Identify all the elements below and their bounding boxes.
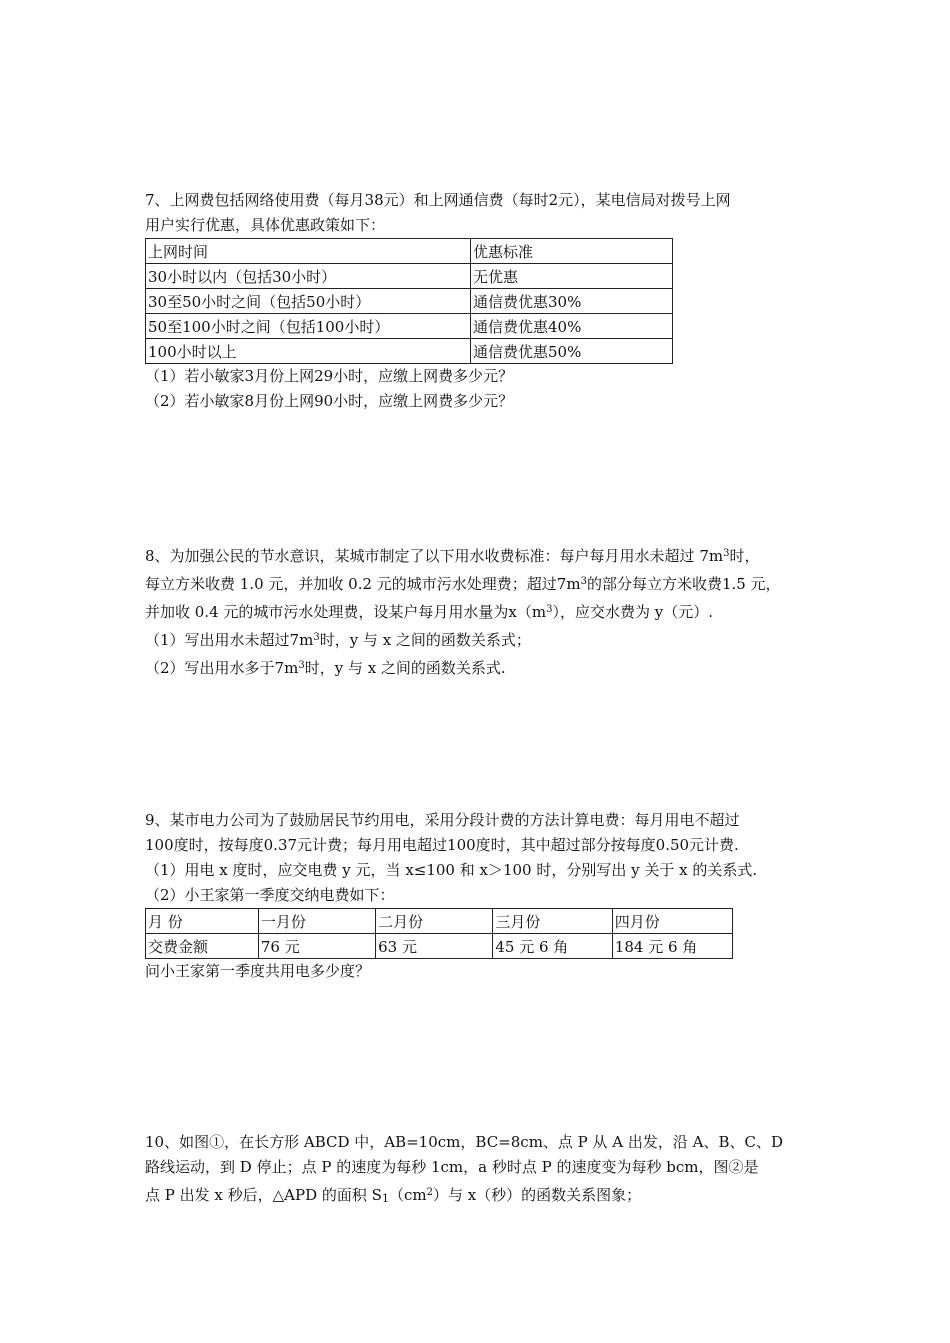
table-header-row	[146, 239, 673, 264]
table-row	[146, 314, 673, 339]
header-cell: 三月份	[493, 909, 612, 934]
text: 时，	[729, 547, 760, 565]
table-cell: 63 元	[376, 934, 493, 959]
table-cell: 76 元	[258, 934, 375, 959]
text: （1）写出用水未超过7m	[145, 631, 314, 649]
table-cell: 无优惠	[471, 264, 673, 289]
text: （2）写出用水多于7m	[145, 659, 299, 677]
table-row	[146, 339, 673, 364]
superscript: 3	[580, 576, 587, 587]
text: ）与 x（秒）的函数关系图象；	[432, 1186, 642, 1204]
superscript: 3	[723, 548, 730, 559]
table-row	[146, 934, 733, 959]
table-cell: 通信费优惠30%	[471, 289, 673, 314]
header-cell: 月 份	[146, 909, 259, 934]
header-cell: 二月份	[376, 909, 493, 934]
problem-8-line-3	[145, 597, 845, 625]
table-cell: 通信费优惠40%	[471, 314, 673, 339]
superscript: 3	[313, 632, 320, 643]
superscript: 3	[298, 660, 305, 671]
text: 并加收 0.4 元的城市污水处理费，设某户每月用水量为x（m	[145, 603, 547, 621]
problem-8-question-1	[145, 625, 845, 653]
table-cell: 30至50小时之间（包括50小时）	[146, 289, 471, 314]
problem-9	[145, 808, 845, 984]
text: 时，y 与 x 之间的函数关系式；	[319, 631, 531, 649]
problem-7-line-1: 7、上网费包括网络使用费（每月38元）和上网通信费（每时2元），某电信局对拨号上网	[145, 191, 731, 209]
table-cell: 45 元 6 角	[493, 934, 612, 959]
problem-10	[145, 1130, 845, 1211]
header-cell: 优惠标准	[471, 239, 673, 264]
table-cell: 30小时以内（包括30小时）	[146, 264, 471, 289]
problem-7-line-2: 用户实行优惠，具体优惠政策如下：	[145, 216, 386, 234]
header-cell: 一月份	[258, 909, 375, 934]
problem-9-question-2: （2）小王家第一季度交纳电费如下：	[145, 886, 395, 904]
problem-9-question-1: （1）用电 x 度时，应交电费 y 元，当 x≤100 和 x＞100 时，分别写出 y 关于 x 的关系式.	[145, 861, 758, 879]
discount-table	[145, 238, 673, 364]
superscript: 2	[426, 1187, 433, 1198]
table-cell: 交费金额	[146, 934, 259, 959]
problem-10-line-1: 10、如图①，在长方形 ABCD 中，AB=10cm，BC=8cm、点 P 从 A 出发，沿 A、B、C、D	[145, 1133, 784, 1151]
text: 点 P 出发 x 秒后，△APD 的面积 S	[145, 1186, 382, 1204]
problem-9-line-1: 9、某市电力公司为了鼓励居民节约用电，采用分段计费的方法计算电费：每月用电不超过	[145, 811, 740, 829]
problem-10-line-3	[145, 1180, 845, 1211]
header-cell: 上网时间	[146, 239, 471, 264]
problem-7-question-2: （2）若小敏家8月份上网90小时，应缴上网费多少元？	[145, 392, 514, 410]
problem-8-question-2	[145, 653, 845, 681]
table-cell: 50至100小时之间（包括100小时）	[146, 314, 471, 339]
problem-8	[145, 541, 845, 681]
table-cell: 100小时以上	[146, 339, 471, 364]
problem-9-line-2: 100度时，按每度0.37元计费；每月用电超过100度时，其中超过部分按每度0.50元计费.	[145, 836, 739, 854]
text: 每立方米收费 1.0 元，并加收 0.2 元的城市污水处理费；超过7m	[145, 575, 581, 593]
text: 的部分每立方米收费1.5 元，	[586, 575, 781, 593]
table-row	[146, 289, 673, 314]
problem-7-question-1: （1）若小敏家3月份上网29小时，应缴上网费多少元？	[145, 367, 514, 385]
electricity-fee-table	[145, 908, 733, 959]
problem-8-line-1	[145, 541, 845, 569]
text: （cm	[388, 1186, 427, 1204]
table-cell: 通信费优惠50%	[471, 339, 673, 364]
problem-9-question-3: 问小王家第一季度共用电多少度？	[145, 962, 371, 980]
table-row	[146, 264, 673, 289]
problem-8-line-2	[145, 569, 845, 597]
problem-7	[145, 188, 845, 414]
problem-10-line-2: 路线运动，到 D 停止；点 P 的速度为每秒 1cm，a 秒时点 P 的速度变为每秒 bcm，图②是	[145, 1158, 759, 1176]
table-cell: 184 元 6 角	[612, 934, 732, 959]
text: 8、为加强公民的节水意识，某城市制定了以下用水收费标准：每户每月用水未超过 7m	[145, 547, 724, 565]
text: ），应交水费为 y（元）.	[552, 603, 713, 621]
text: 时，y 与 x 之间的函数关系式.	[304, 659, 506, 677]
table-header-row	[146, 909, 733, 934]
subscript: 1	[381, 1192, 389, 1205]
header-cell: 四月份	[612, 909, 732, 934]
superscript: 3	[546, 604, 553, 615]
